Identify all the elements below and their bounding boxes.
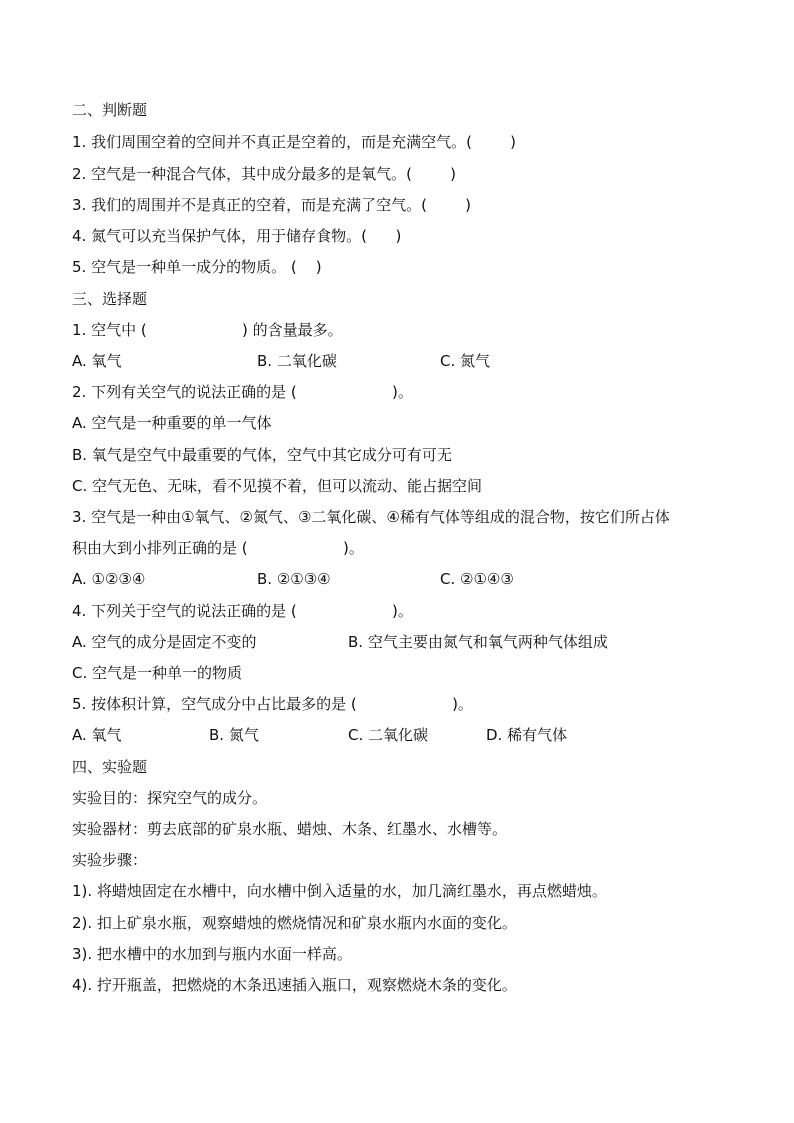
- experiment-step-4: 4). 拧开瓶盖，把燃烧的木条迅速插入瓶口，观察燃烧木条的变化。: [72, 976, 517, 994]
- judgement-item-3: 3. 我们的周围并不是真正的空着，而是充满了空气。( ): [72, 196, 471, 214]
- choice-q3-option-a: A. ①②③④: [72, 570, 146, 588]
- section-heading-experiment: 四、实验题: [72, 758, 148, 776]
- choice-q2-option-b: B. 氧气是空气中最重要的气体，空气中其它成分可有可无: [72, 446, 452, 464]
- choice-q4-stem: 4. 下列关于空气的说法正确的是 ( )。: [72, 602, 413, 620]
- choice-q1-option-c: C. 氮气: [440, 352, 491, 370]
- section-heading-choice: 三、选择题: [72, 290, 148, 308]
- judgement-item-5: 5. 空气是一种单一成分的物质。 ( ): [72, 258, 322, 276]
- choice-q3-stem-line2: 积由大到小排列正确的是 ( )。: [72, 539, 364, 557]
- choice-q1-option-a: A. 氧气: [72, 352, 122, 370]
- choice-q3-stem-line1: 3. 空气是一种由①氧气、②氮气、③二氧化碳、④稀有气体等组成的混合物，按它们所占体: [72, 508, 670, 526]
- choice-q5-option-b: B. 氮气: [209, 726, 259, 744]
- section-heading-judgement: 二、判断题: [72, 101, 148, 119]
- choice-q5-stem: 5. 按体积计算，空气成分中占比最多的是 ( )。: [72, 695, 473, 713]
- experiment-step-3: 3). 把水槽中的水加到与瓶内水面一样高。: [72, 945, 352, 963]
- choice-q3-option-c: C. ②①④③: [440, 570, 514, 588]
- choice-q1-option-b: B. 二氧化碳: [257, 352, 337, 370]
- judgement-item-2: 2. 空气是一种混合气体，其中成分最多的是氧气。( ): [72, 165, 456, 183]
- experiment-step-1: 1). 将蜡烛固定在水槽中，向水槽中倒入适量的水，加几滴红墨水，再点燃蜡烛。: [72, 882, 607, 900]
- choice-q5-option-a: A. 氧气: [72, 726, 122, 744]
- choice-q5-option-c: C. 二氧化碳: [348, 726, 429, 744]
- choice-q4-option-c: C. 空气是一种单一的物质: [72, 664, 243, 682]
- judgement-item-1: 1. 我们周围空着的空间并不真正是空着的，而是充满空气。( ): [72, 133, 516, 151]
- experiment-materials: 实验器材：剪去底部的矿泉水瓶、蜡烛、木条、红墨水、水槽等。: [72, 820, 508, 838]
- choice-q2-stem: 2. 下列有关空气的说法正确的是 ( )。: [72, 383, 413, 401]
- judgement-item-4: 4. 氮气可以充当保护气体，用于储存食物。( ): [72, 227, 402, 245]
- choice-q4-option-b: B. 空气主要由氮气和氧气两种气体组成: [348, 633, 608, 651]
- experiment-step-2: 2). 扣上矿泉水瓶，观察蜡烛的燃烧情况和矿泉水瓶内水面的变化。: [72, 914, 517, 932]
- experiment-steps-label: 实验步骤：: [72, 851, 148, 869]
- choice-q1-stem: 1. 空气中 ( ) 的含量最多。: [72, 321, 343, 339]
- experiment-purpose: 实验目的：探究空气的成分。: [72, 789, 268, 807]
- choice-q5-option-d: D. 稀有气体: [486, 726, 568, 744]
- choice-q3-option-b: B. ②①③④: [257, 570, 331, 588]
- choice-q2-option-a: A. 空气是一种重要的单一气体: [72, 414, 272, 432]
- choice-q4-option-a: A. 空气的成分是固定不变的: [72, 633, 257, 651]
- choice-q2-option-c: C. 空气无色、无味，看不见摸不着，但可以流动、能占据空间: [72, 477, 483, 495]
